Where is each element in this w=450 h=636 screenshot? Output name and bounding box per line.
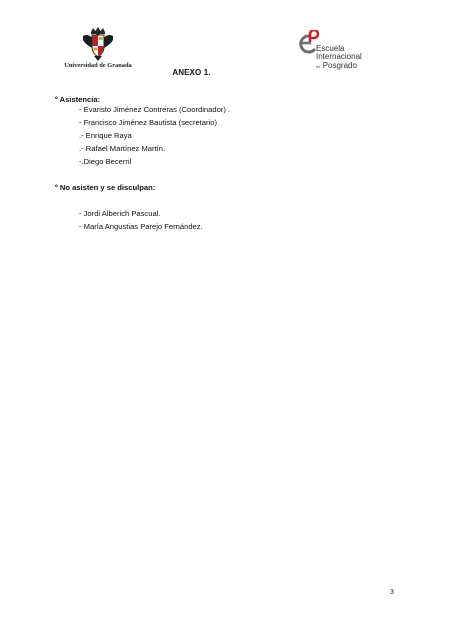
university-logo	[52, 26, 144, 72]
attendance-heading: º Asistencia:	[55, 95, 101, 104]
list-item: .- Rafael Martínez Martín.	[79, 144, 166, 153]
list-item: -.Diego Becerril	[79, 157, 132, 166]
graduate-school-logo	[294, 28, 384, 72]
school-name-prefix: de	[316, 63, 321, 69]
attendance-list	[79, 103, 230, 168]
list-item: - Jordi Alberich Pascual.	[79, 209, 161, 218]
school-name-line-2: Internacional	[316, 52, 362, 62]
annex-title: ANEXO 1.	[172, 68, 211, 77]
list-item: - Evaristo Jiménez Contreras (Coordinador) .	[79, 105, 231, 114]
absent-list	[79, 207, 203, 233]
list-item: .- Enrique Raya	[79, 131, 132, 140]
list-item: - Francisco Jiménez Bautista (secretario)	[79, 118, 217, 127]
school-name-line-3-text: Posgrado	[322, 60, 357, 70]
school-name-line-1: Escuela	[316, 44, 345, 53]
university-name: Universidad de Granada	[64, 62, 132, 69]
page-number: 3	[390, 589, 394, 596]
absent-heading: º No asisten y se disculpan:	[55, 183, 156, 192]
university-crest-icon	[80, 26, 116, 62]
list-item: - María Angustias Parejo Fernández.	[79, 222, 203, 231]
